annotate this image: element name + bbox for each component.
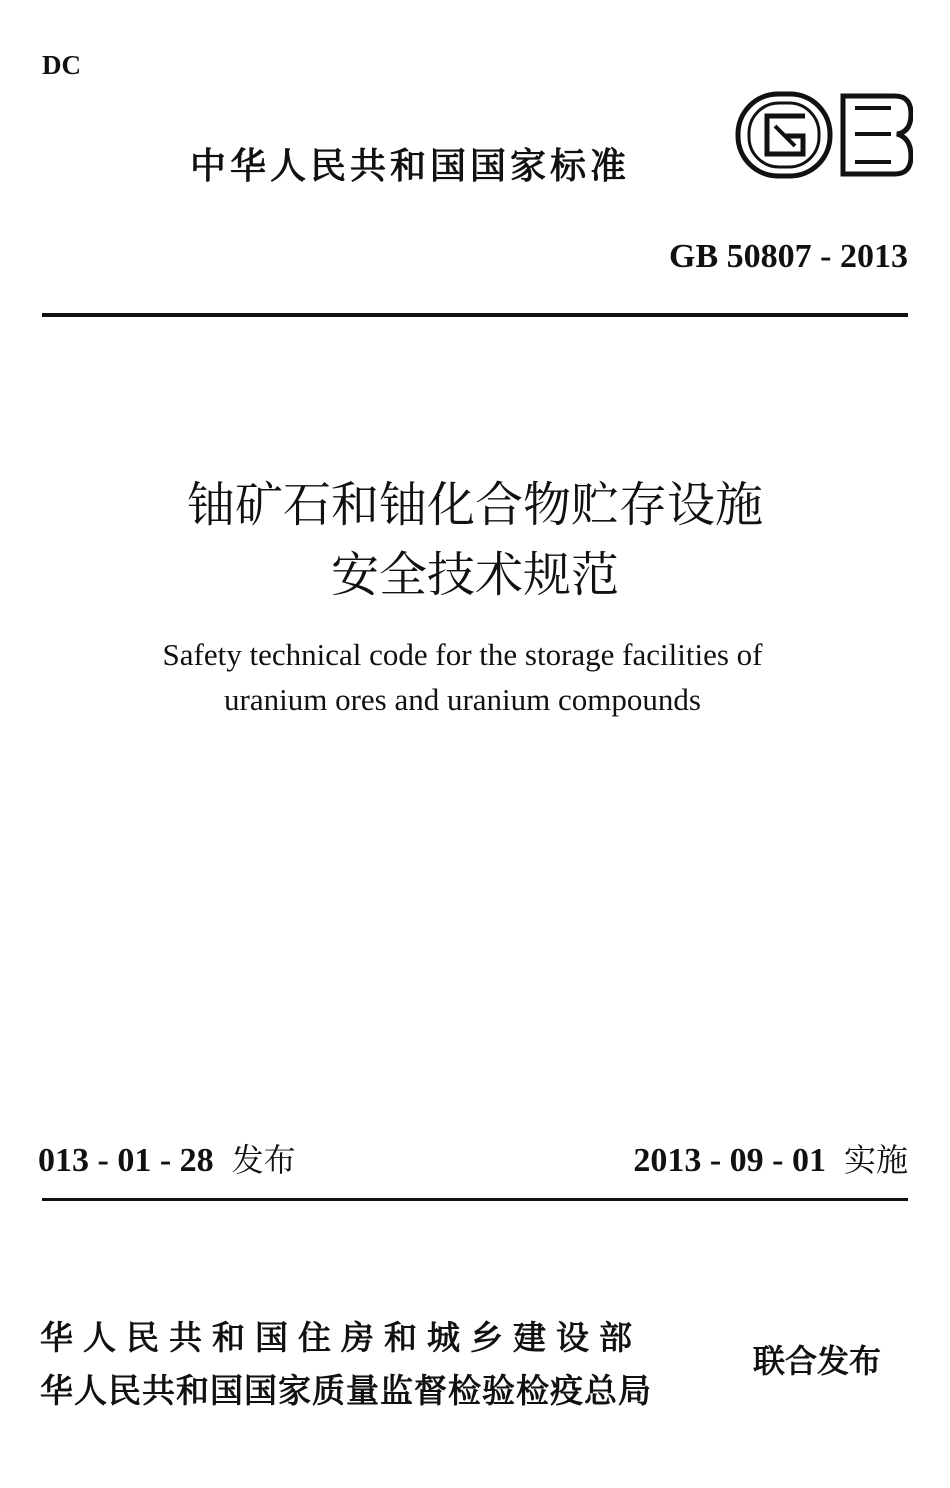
gb-logo <box>735 86 913 182</box>
issue-date: 013 - 01 - 28 <box>38 1142 214 1179</box>
title-chinese <box>0 470 950 610</box>
gb-logo-text: GB <box>780 138 782 139</box>
udc-label: DC <box>42 50 81 80</box>
title-chinese-line2: 安全技术规范 <box>330 547 619 603</box>
implement-date: 2013 - 09 - 01 <box>633 1142 826 1179</box>
issue-label: 发布 <box>231 1141 296 1179</box>
top-divider <box>42 313 908 317</box>
title-english-line2: uranium ores and uranium compounds <box>224 682 701 717</box>
title-chinese-line1: 铀矿石和铀化合物贮存设施 <box>186 477 763 533</box>
implement-label: 实施 <box>843 1141 908 1179</box>
title-english-line1: Safety technical code for the storage facilities of <box>162 637 763 672</box>
joint-release-label: 联合发布 <box>753 1342 882 1380</box>
national-standard-heading: 中华人民共和国国家标准 <box>190 146 631 187</box>
publisher-org-1: 华人民共和国住房和城乡建设部 <box>40 1318 642 1357</box>
standard-code: GB 50807 - 2013 <box>669 238 908 275</box>
issue-date-block <box>38 1135 296 1181</box>
implement-date-block <box>633 1135 908 1181</box>
bottom-divider <box>42 1198 908 1201</box>
title-english <box>0 632 925 722</box>
gb-logo-icon <box>735 86 913 182</box>
publisher-org-2: 华人民共和国国家质量监督检验检疫总局 <box>40 1371 652 1410</box>
